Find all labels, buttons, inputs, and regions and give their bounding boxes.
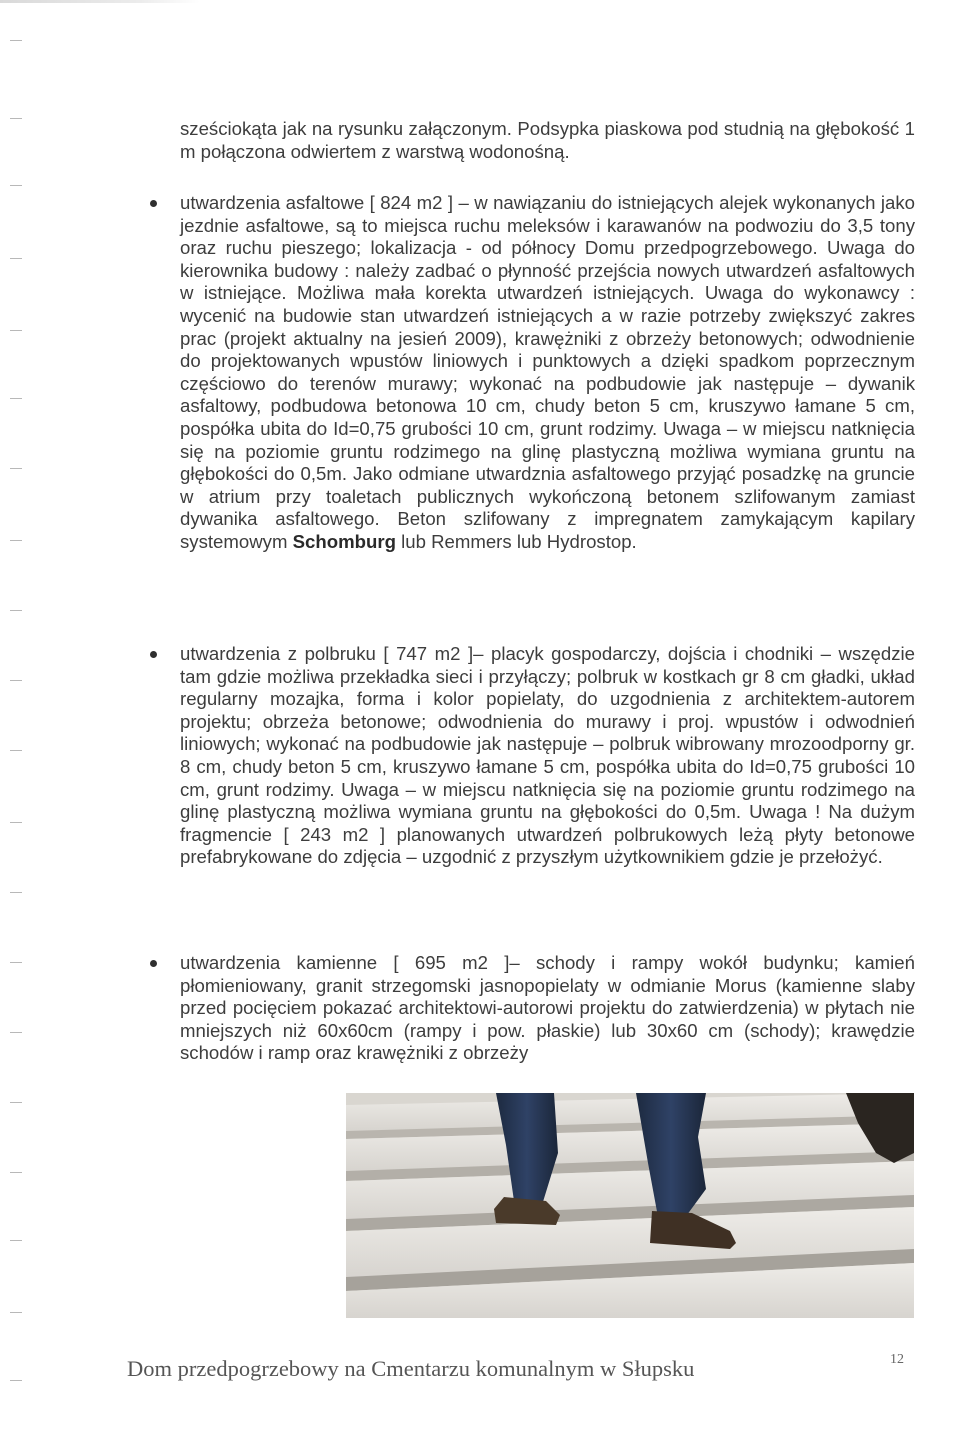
margin-tick	[10, 610, 22, 611]
list-item-text: utwardzenia z polbruku [ 747 m2 ]– placyk gospodarczy, dojścia i chodniki – wszędzie tam gdzie możliwa przekładka sieci i przyłączy; polbruk w kostkach gr 8 cm gładki, układ regularny mozajka, forma i kolor popielaty, do uzgodnienia z architektem-autorem projektu; obrzeża betonowe; odwodnienia do murawy i proj. wpustów i odwodnień liniowych; wykonać na podbudowie jak następuje – polbruk wibrowany mrozoodporny gr. 8 cm, chudy beton 5 cm, kruszywo łamane 5 cm, pospółka ubita do Id=0,75 grubości 10 cm, grunt rodzimy. Uwaga – w miejscu natknięcia się na poziomie gruntu rodzimego na glinę plastyczną możliwa wymiana gruntu na głębokości do 0,5m. Uwaga ! Na dużym fragmencie [ 243 m2 ] planowanych utwardzeń polbrukowych leżą płyty betonowe prefabrykowane do zdjęcia – uzgodnić z przyszłym użytkownikiem gdzie je przełożyć.	[180, 643, 915, 868]
list-item-asphalt	[150, 192, 915, 554]
margin-tick	[10, 680, 22, 681]
margin-tick	[10, 892, 22, 893]
list-item-text-main: utwardzenia asfaltowe [ 824 m2 ] – w nawiązaniu do istniejących alejek wykonanych jako jezdnie asfaltowe, są to miejsca ruchu meleksów i karawanów na podwoziu do 3,5 tony oraz ruchu pieszego; lokalizacja - od północy Domu przedpogrzebowego. Uwaga do kierownika budowy : należy zadbać o płynność przejścia nowych utwardzeń asfaltowych w istniejące. Możliwa mała korekta utwardzeń istniejących. Uwaga do wykonawcy : wycenić na budowie stan utwardzeń istniejących a w razie potrzeby zwiększyć zakres prac (projekt aktualny na jesień 2009), krawężniki z obrzeży betonowych; odwodnienie do projektowanych wpustów liniowych i punktowych a dzięki spadkom poprzecznym częściowo do terenów murawy; wykonać na podbudowie jak następuje – dywanik asfaltowy, podbudowa betonowa 10 cm, chudy beton 5 cm, kruszywo łamane 5 cm, pospółka ubita do Id=0,75 grubości 10 cm, grunt rodzimy. Uwaga – w miejscu natknięcia się na poziomie gruntu rodzimego na glinę plastyczną możliwa wymiana gruntu na głębokości do 0,5m. Jako odmiane utwardznia asfaltowego przyjąć posadzkę na gruncie w atrium przy toaletach publicznych wykończoną betonem szlifowanym zamiast dywanika asfaltowego. Beton szlifowany z impregnatem zamykającym kapilary systemowym	[180, 192, 915, 552]
margin-tick	[10, 40, 22, 41]
stairs-photo-icon	[346, 1093, 914, 1318]
scan-edge-mark	[0, 0, 200, 3]
margin-tick	[10, 468, 22, 469]
margin-tick	[10, 750, 22, 751]
brand-name: Schomburg	[292, 530, 396, 552]
margin-tick	[10, 1240, 22, 1241]
margin-tick	[10, 118, 22, 119]
margin-tick	[10, 398, 22, 399]
margin-tick	[10, 1032, 22, 1033]
margin-tick	[10, 962, 22, 963]
list-item-text-end: lub Remmers lub Hydrostop.	[401, 530, 637, 552]
margin-tick	[10, 540, 22, 541]
bullet-icon	[150, 960, 157, 967]
margin-tick	[10, 185, 22, 186]
bullet-icon	[150, 651, 157, 658]
page-number: 12	[890, 1352, 904, 1367]
footer-title: Dom przedpogrzebowy na Cmentarzu komunalnym w Słupsku	[127, 1356, 695, 1381]
list-item-stone	[150, 952, 915, 1065]
margin-tick	[10, 1172, 22, 1173]
margin-tick	[10, 1380, 22, 1381]
margin-tick	[10, 330, 22, 331]
list-item-polbruk	[150, 643, 915, 869]
list-item-text	[180, 192, 915, 554]
list-item-text: utwardzenia kamienne [ 695 m2 ]– schody i rampy wokół budynku; kamień płomieniowany, granit strzegomski jasnopopielaty w odmianie Morus (kamienne slaby przed pocięciem pokazać architektowi-autorowi projektu do zatwierdzenia) w płytach nie mniejszych niż 60x60cm (rampy i pow. płaskie) lub 30x60 cm (schody); krawędzie schodów i ramp oraz krawężniki z obrzeży	[180, 952, 915, 1064]
margin-tick	[10, 822, 22, 823]
margin-tick	[10, 1312, 22, 1313]
intro-paragraph: sześciokąta jak na rysunku załączonym. Podsypka piaskowa pod studnią na głębokość 1 m połączona odwiertem z warstwą wodonośną.	[180, 118, 915, 162]
stairs-photo	[346, 1093, 914, 1318]
bullet-icon	[150, 200, 157, 207]
margin-tick	[10, 1102, 22, 1103]
margin-tick	[10, 258, 22, 259]
